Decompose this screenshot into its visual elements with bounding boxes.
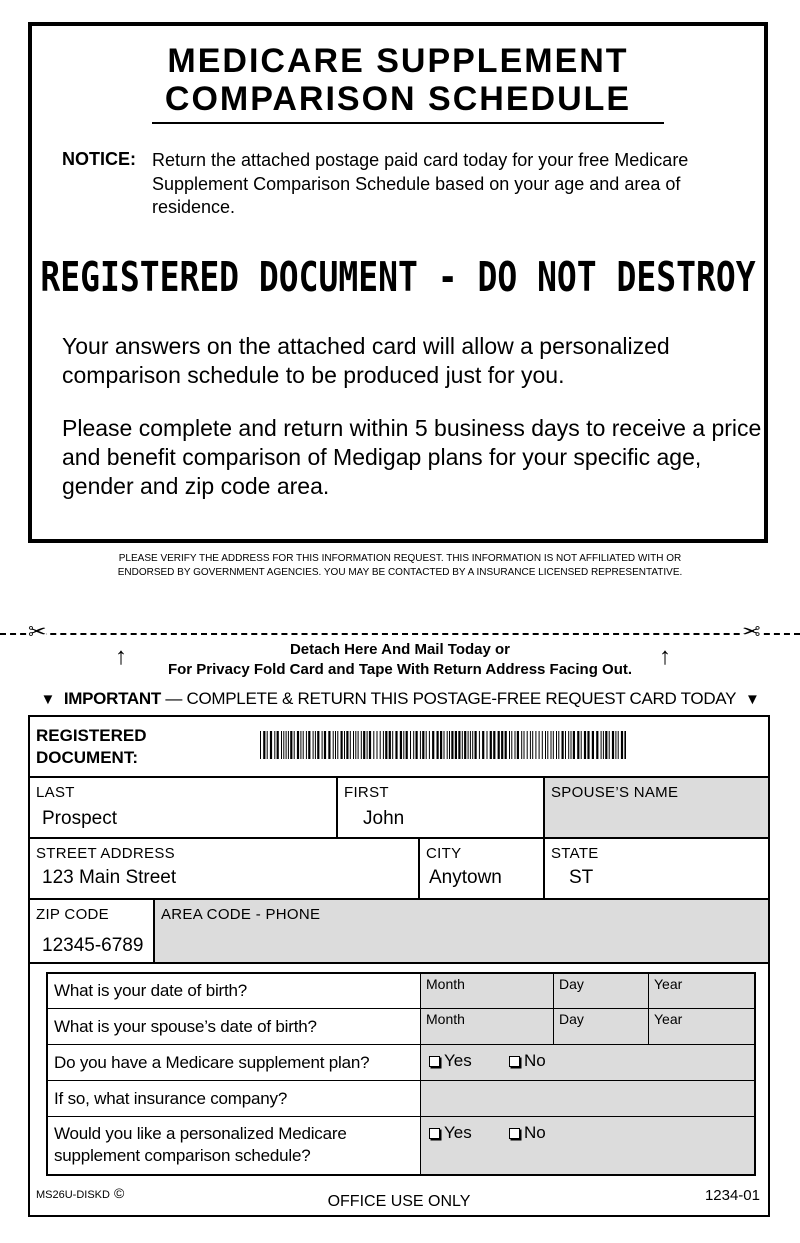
city-field[interactable] <box>418 839 543 898</box>
title-line-2: COMPARISON SCHEDULE <box>164 80 632 118</box>
spouse-dob-day-field[interactable] <box>553 1009 648 1044</box>
registered-document-label <box>36 725 147 769</box>
yes-label: Yes <box>444 1123 472 1142</box>
dob-day-field[interactable] <box>553 974 648 1008</box>
zip-code-field[interactable] <box>30 900 153 962</box>
address-row <box>30 839 768 900</box>
spouse-dob-month-field[interactable] <box>421 1009 553 1044</box>
registered-row <box>30 717 768 778</box>
month-label: Month <box>426 1011 465 1027</box>
important-text: — COMPLETE & RETURN THIS POSTAGE-FREE REQUEST CARD TODAY <box>160 689 737 708</box>
barcode <box>260 731 626 759</box>
title-line-1: MEDICARE SUPPLEMENT <box>167 42 629 80</box>
day-label: Day <box>559 1011 584 1027</box>
has-plan-no-checkbox[interactable] <box>509 1051 546 1071</box>
question-wants-schedule-line-1: Would you like a personalized Medicare <box>54 1124 347 1143</box>
state-label: STATE <box>551 845 599 862</box>
day-label: Day <box>559 976 584 992</box>
has-plan-yes-checkbox[interactable] <box>429 1051 472 1071</box>
detach-line-1: Detach Here And Mail Today or <box>289 641 511 658</box>
dob-answer <box>420 974 754 1008</box>
name-row <box>30 778 768 839</box>
form-number: 1234-01 <box>704 1187 760 1204</box>
question-wants-schedule-line-2: supplement comparison schedule? <box>54 1146 311 1165</box>
notice-label: NOTICE: <box>62 149 136 169</box>
question-row-spouse-dob <box>48 1009 754 1045</box>
spouse-dob-answer <box>420 1009 754 1044</box>
question-dob: What is your date of birth? <box>54 981 248 1000</box>
title-divider <box>152 122 664 124</box>
detach-line-2: For Privacy Fold Card and Tape With Return Address Facing Out. <box>167 661 633 678</box>
insurer-answer-field[interactable] <box>420 1081 754 1116</box>
no-label: No <box>524 1051 546 1070</box>
wants-schedule-no-checkbox[interactable] <box>509 1123 546 1143</box>
registered-line-2: DOCUMENT: <box>36 748 138 767</box>
question-spouse-dob: What is your spouse’s date of birth? <box>54 1017 317 1036</box>
spouse-dob-year-field[interactable] <box>648 1009 755 1044</box>
year-label: Year <box>654 976 683 992</box>
notice-box <box>28 22 768 543</box>
page-title <box>32 42 764 118</box>
no-label: No <box>524 1123 546 1142</box>
disclaimer-line-1: PLEASE VERIFY THE ADDRESS FOR THIS INFORMATION REQUEST. THIS INFORMATION IS NOT AFFILIATED WITH OR <box>118 553 682 564</box>
year-label: Year <box>654 1011 683 1027</box>
triangle-down-icon: ▼ <box>744 691 760 708</box>
question-wants-schedule <box>54 1123 347 1167</box>
question-has-plan: Do you have a Medicare supplement plan? <box>54 1053 370 1072</box>
office-use-label: OFFICE USE ONLY <box>327 1193 471 1210</box>
checkbox-icon <box>509 1128 520 1139</box>
has-plan-answer <box>420 1045 754 1080</box>
street-address-value: 123 Main Street <box>42 867 177 888</box>
spouse-name-field[interactable] <box>543 778 768 837</box>
scissors-icon: ✂ <box>28 619 47 644</box>
copyright-icon: © <box>114 1185 125 1201</box>
first-name-label: FIRST <box>344 784 389 801</box>
important-notice <box>0 688 800 711</box>
city-label: CITY <box>426 845 462 862</box>
state-field[interactable] <box>543 839 768 898</box>
last-name-value: Prospect <box>42 808 117 829</box>
wants-schedule-answer <box>420 1117 754 1174</box>
notice-text: Return the attached postage paid card today for your free Medicare Supplement Comparison Schedule based on your age and area of residence. <box>152 150 689 217</box>
form-code: MS26U-DISKD <box>36 1189 110 1201</box>
question-row-has-plan <box>48 1045 754 1081</box>
disclaimer <box>0 552 800 580</box>
street-address-field[interactable] <box>30 839 418 898</box>
wants-schedule-yes-checkbox[interactable] <box>429 1123 472 1143</box>
registered-line-1: REGISTERED <box>36 726 147 745</box>
scissors-icon: ✂ <box>742 619 761 644</box>
checkbox-icon <box>429 1056 440 1067</box>
detach-instructions <box>0 640 800 680</box>
paragraph-deadline: Please complete and return within 5 business days to receive a price and benefit comparison of Medigap plans for your specific age, gender and zip code area. <box>62 415 762 499</box>
spouse-name-label: SPOUSE’S NAME <box>551 784 679 801</box>
question-insurer: If so, what insurance company? <box>54 1089 288 1108</box>
dob-month-field[interactable] <box>421 974 553 1008</box>
zip-code-value: 12345-6789 <box>42 935 144 956</box>
question-row-wants-schedule <box>48 1117 754 1174</box>
street-address-label: STREET ADDRESS <box>36 845 175 862</box>
registered-banner: REGISTERED DOCUMENT - DO NOT DESTROY <box>40 252 756 301</box>
city-value: Anytown <box>429 867 502 888</box>
important-label: IMPORTANT <box>63 689 161 708</box>
arrow-up-icon: ↑ <box>659 643 671 670</box>
arrow-up-icon: ↑ <box>115 643 127 670</box>
questions-table <box>46 972 756 1176</box>
checkbox-icon <box>509 1056 520 1067</box>
paragraph-personalized: Your answers on the attached card will allow a personalized comparison schedule to be produced just for you. <box>62 333 670 388</box>
question-row-insurer <box>48 1081 754 1117</box>
first-name-field[interactable] <box>336 778 543 837</box>
dob-year-field[interactable] <box>648 974 755 1008</box>
zip-phone-row <box>30 900 768 964</box>
checkbox-icon <box>429 1128 440 1139</box>
state-value: ST <box>569 867 594 888</box>
question-row-dob <box>48 974 754 1009</box>
phone-field[interactable] <box>153 900 768 962</box>
month-label: Month <box>426 976 465 992</box>
disclaimer-line-2: ENDORSED BY GOVERNMENT AGENCIES. YOU MAY BE CONTACTED BY A INSURANCE LICENSED REPRESENTATIVE. <box>117 567 683 578</box>
reply-card <box>28 715 770 1217</box>
yes-label: Yes <box>444 1051 472 1070</box>
first-name-value: John <box>363 808 405 829</box>
phone-label: AREA CODE - PHONE <box>161 906 321 923</box>
zip-code-label: ZIP CODE <box>36 906 109 923</box>
triangle-down-icon: ▼ <box>40 691 55 708</box>
last-name-label: LAST <box>36 784 75 801</box>
last-name-field[interactable] <box>30 778 336 837</box>
detach-cut-line <box>0 633 800 635</box>
